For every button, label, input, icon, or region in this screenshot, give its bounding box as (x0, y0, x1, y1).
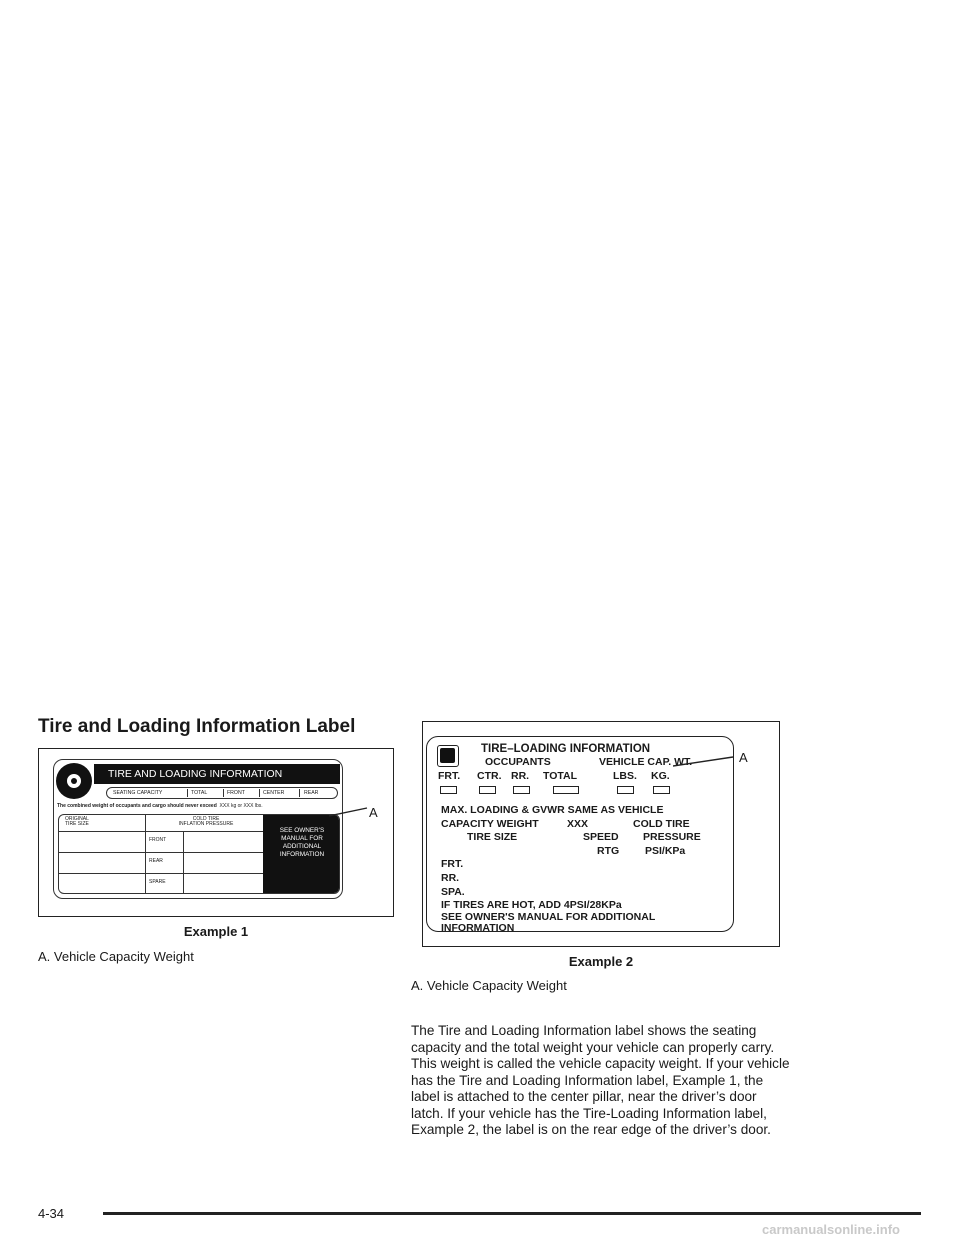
example-2-figure (422, 721, 780, 947)
tire-pressure-table (58, 814, 340, 894)
gm-logo-icon (437, 745, 459, 767)
hot-tires-note: IF TIRES ARE HOT, ADD 4PSI/28KPa (441, 899, 622, 911)
psi-kpa-text: PSI/KPa (645, 845, 686, 857)
xxx-text: XXX (567, 818, 589, 830)
rr-box (513, 786, 530, 794)
total-box (553, 786, 579, 794)
col-kg: KG. (651, 770, 670, 782)
example-1-legend: A. Vehicle Capacity Weight (38, 949, 194, 964)
example-1-caption: Example 1 (183, 924, 249, 939)
page-number: 4-34 (38, 1206, 65, 1221)
ctr-box (479, 786, 496, 794)
frt-box (440, 786, 457, 794)
example-1-figure (38, 748, 394, 917)
seating-capacity-row (106, 787, 338, 799)
tire-size-text: TIRE SIZE (467, 831, 518, 843)
cold-tire-text: COLD TIRE (633, 818, 690, 830)
example-2-legend: A. Vehicle Capacity Weight (411, 978, 567, 993)
label-header: TIRE AND LOADING INFORMATION (94, 764, 340, 784)
row-spa: SPA. (441, 886, 465, 898)
capacity-weight-text: CAPACITY WEIGHT (441, 818, 539, 830)
speed-text: SPEED (583, 831, 619, 843)
section-title: Tire and Loading Information Label (38, 716, 356, 737)
total-cell: TOTAL (191, 790, 208, 796)
row-spare: SPARE (149, 879, 166, 885)
callout-a: A (369, 805, 378, 820)
tire-loading-label-example-1 (53, 759, 343, 899)
col-frt: FRT. (438, 770, 461, 782)
see-manual-line-1: SEE OWNER'S MANUAL FOR ADDITIONAL (441, 911, 656, 923)
label-title: TIRE–LOADING INFORMATION (481, 743, 651, 755)
row-rear: REAR (149, 858, 163, 864)
col-total: TOTAL (543, 770, 578, 782)
front-cell: FRONT (227, 790, 245, 796)
see-manual-line-2: INFORMATION (441, 922, 515, 934)
row-frt: FRT. (441, 858, 464, 870)
rtg-text: RTG (597, 845, 620, 857)
watermark: carmanualsonline.info (762, 1222, 900, 1237)
callout-a: A (739, 750, 748, 765)
original-tire-size-header: ORIGINAL TIRE SIZE (65, 816, 89, 828)
cold-tire-pressure-header: COLD TIRE INFLATION PRESSURE (178, 816, 234, 828)
tire-icon (56, 763, 92, 799)
row-front: FRONT (149, 837, 167, 843)
kg-box (653, 786, 670, 794)
col-lbs: LBS. (613, 770, 637, 782)
lbs-box (617, 786, 634, 794)
vehicle-cap-text: VEHICLE CAP. WT. (599, 756, 693, 768)
col-rr: RR. (511, 770, 530, 782)
footer-rule (103, 1212, 921, 1215)
occupants-text: OCCUPANTS (485, 756, 551, 768)
row-rr: RR. (441, 872, 460, 884)
center-cell: CENTER (263, 790, 285, 796)
pressure-text: PRESSURE (643, 831, 701, 843)
rear-cell: REAR (304, 790, 319, 796)
seating-capacity-cell: SEATING CAPACITY (113, 790, 163, 796)
example-2-caption: Example 2 (568, 954, 634, 969)
max-loading-text: MAX. LOADING & GVWR SAME AS VEHICLE (441, 804, 664, 816)
body-paragraph: The Tire and Loading Information label shows the seating capacity and the total weight your vehicle can properly carry. This weight is called the vehicle capacity weight. If your vehicle has the Tire and Loading Information label, Example 1, the label is attached to the center pillar, near the driver’s door latch. If your vehicle has the Tire-Loading Information label, Example 2, the label is on the rear edge of the driver’s door. (411, 1023, 790, 1137)
col-ctr: CTR. (477, 770, 502, 782)
see-owners-manual-block: SEE OWNER'S MANUAL FOR ADDITIONAL INFORMATION (263, 815, 340, 894)
combined-weight-text: The combined weight of occupants and cargo should never exceed XXX kg or XXX lbs. (57, 803, 263, 809)
